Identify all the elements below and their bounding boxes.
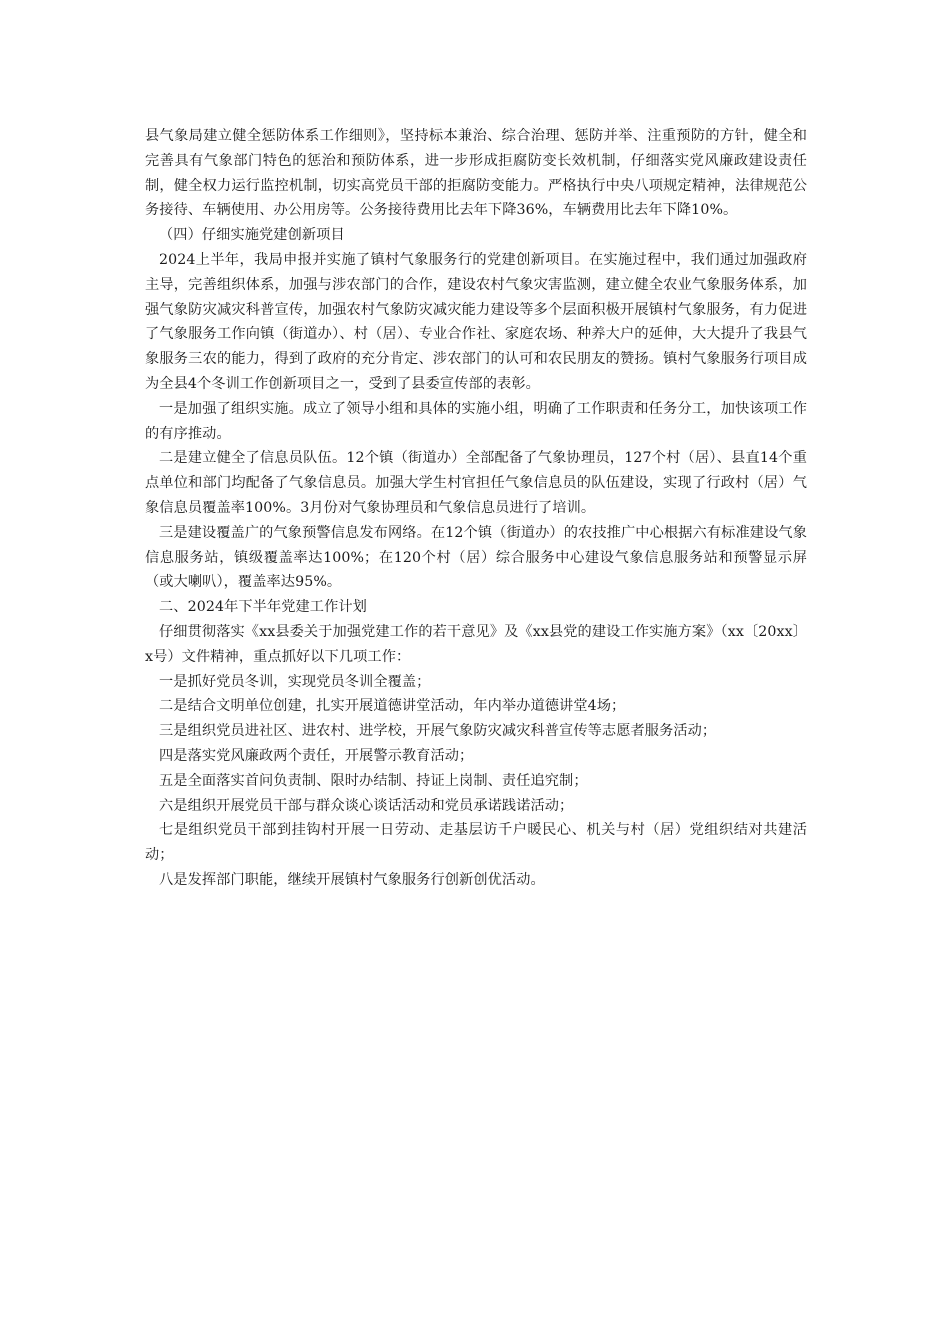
document-body — [145, 124, 807, 893]
plan-item-6: 六是组织开展党员干部与群众谈心谈话活动和党员承诺践诺活动； — [159, 797, 574, 814]
plan-item-1: 一是抓好党员冬训，实现党员冬训全覆盖； — [159, 673, 431, 690]
paragraph-item-informant-team: 二是建立健全了信息员队伍。12个镇（街道办）全部配备了气象协理员，127个村（居）、县直14个重点单位和部门均配备了气象信息员。加强大学生村官担任气象信息员的队伍建设，实现了行政村（居）气象信息员覆盖率100%。3月份对气象协理员和气象信息员进行了培训。 — [145, 450, 807, 516]
paragraph-plan-intro: 仔细贯彻落实《xx县委关于加强党建工作的若干意见》及《xx县党的建设工作实施方案》（xx〔20xx〕x号）文件精神，重点抓好以下几项工作： — [145, 623, 807, 665]
plan-item-5: 五是全面落实首问负责制、限时办结制、持证上岗制、责任追究制； — [159, 772, 588, 789]
plan-item-4: 四是落实党风廉政两个责任，开展警示教育活动； — [159, 747, 474, 764]
paragraph-item-organization: 一是加强了组织实施。成立了领导小组和具体的实施小组，明确了工作职责和任务分工，加快该项工作的有序推动。 — [145, 400, 807, 442]
section-heading-plan: 二、2024年下半年党建工作计划 — [159, 599, 367, 616]
paragraph-discipline-system: 县气象局建立健全惩防体系工作细则》，坚持标本兼治、综合治理、惩防并举、注重预防的方针，健全和完善具有气象部门特色的惩治和预防体系，进一步形成拒腐防变长效机制，仔细落实党风廉政建设责任制，健全权力运行监控机制，切实高党员干部的拒腐防变能力。严格执行中央八项规定精神，法律规范公务接待、车辆使用、办公用房等。公务接待费用比去年下降36%，车辆费用比去年下降10%。 — [145, 128, 807, 219]
plan-item-8: 八是发挥部门职能，继续开展镇村气象服务行创新创优活动。 — [159, 871, 545, 888]
plan-item-7: 七是组织党员干部到挂钩村开展一日劳动、走基层访千户暖民心、机关与村（居）党组织结对共建活动； — [145, 822, 807, 864]
plan-item-2: 二是结合文明单位创建，扎实开展道德讲堂活动，年内举办道德讲堂4场； — [159, 698, 626, 715]
paragraph-item-warning-network: 三是建设覆盖广的气象预警信息发布网络。在12个镇（街道办）的农技推广中心根据六有标准建设气象信息服务站，镇级覆盖率达100%；在120个村（居）综合服务中心建设气象信息服务站和预警显示屏（或大喇叭），覆盖率达95%。 — [145, 524, 807, 591]
section-heading-innovation-project: （四）仔细实施党建创新项目 — [159, 227, 345, 244]
plan-item-3: 三是组织党员进社区、进农村、进学校，开展气象防灾减灾科普宣传等志愿者服务活动； — [159, 723, 717, 740]
paragraph-innovation-project: 2024上半年，我局申报并实施了镇村气象服务行的党建创新项目。在实施过程中，我们通过加强政府主导，完善组织体系，加强与涉农部门的合作，建设农村气象灾害监测，建立健全农业气象服务体系，加强气象防灾减灾科普宣传，加强农村气象防灾减灾能力建设等多个层面积极开展镇村气象服务，有力促进了气象服务工作向镇（街道办）、村（居）、专业合作社、家庭农场、种养大户的延伸，大大提升了我县气象服务三农的能力，得到了政府的充分肯定、涉农部门的认可和农民朋友的赞扬。镇村气象服务行项目成为全县4个冬训工作创新项目之一，受到了县委宣传部的表彰。 — [145, 251, 807, 392]
